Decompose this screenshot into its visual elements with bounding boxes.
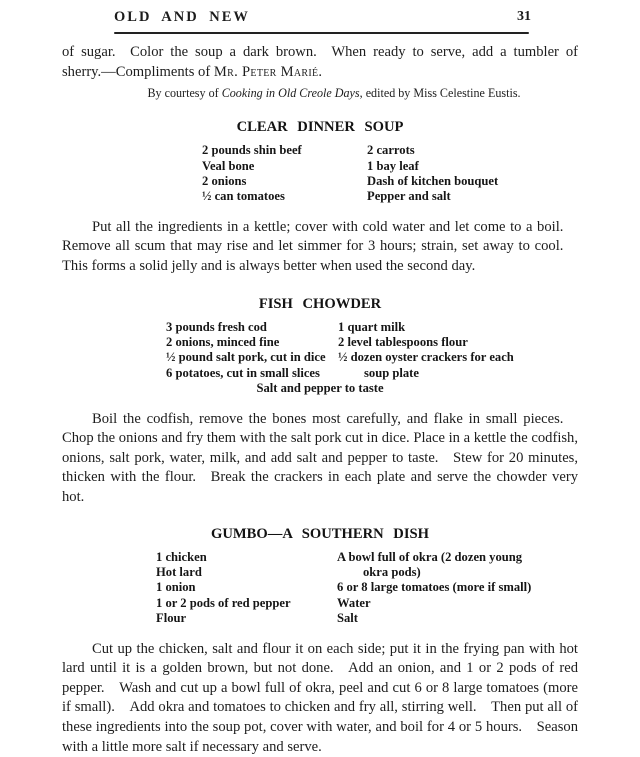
ingredient-item-continuation: okra pods) [363, 565, 421, 579]
ingredient-item: Flour [156, 611, 187, 626]
recipe-title: CLEAR DINNER SOUP [236, 119, 404, 136]
ingredient-item: 2 level tablespoons flour [338, 335, 468, 349]
credit-book-title: Cooking in Old Creole Days [221, 86, 360, 101]
intro-block [62, 43, 578, 82]
ingredient-item: 2 onions [202, 174, 247, 188]
running-head-title: OLD AND NEW [114, 9, 250, 25]
recipe-title: GUMBO—A SOUTHERN DISH [211, 525, 429, 542]
ingredient-item: ½ dozen oyster crackers for each [338, 350, 514, 365]
attribution-name: Mr. Peter Marié. [213, 63, 323, 80]
ingredient-item: 3 pounds fresh cod [166, 319, 267, 334]
recipe-title: FISH CHOWDER [258, 295, 382, 312]
ingredient-item: 1 chicken [156, 549, 207, 564]
ingredient-item: A bowl full of okra (2 dozen young [337, 549, 523, 564]
recipe-section-gumbo [0, 526, 640, 757]
ingredient-column-left [202, 143, 367, 205]
ingredient-columns [0, 550, 640, 627]
page [0, 9, 640, 755]
ingredient-column-left [166, 320, 338, 382]
ingredient-item: 1 or 2 pods of red pepper [156, 595, 291, 610]
recipe-instructions: Put all the ingredients in a kettle; cover with cold water and let come to a boil. Remove all scum that may rise and let simmer for 3 hours; strain, set away to cool. This forms a solid jelly and is always better when used the second day. [62, 218, 578, 274]
recipe-instructions: Boil the codfish, remove the bones most carefully, and flake in small pieces. Chop the onions and fry them with the salt pork cut in dice. Place in a kettle the codfish, onions, salt pork, water, milk, and add salt and pepper to taste. Stew for 20 minutes, thicken with the flour. Break the crackers in each plate and serve the chowder very hot. [62, 410, 578, 505]
ingredient-item: Water [337, 595, 371, 610]
recipe-section-clear-dinner-soup [0, 119, 640, 276]
ingredient-item: 6 potatoes, cut in small slices [166, 365, 320, 380]
ingredient-column-left [156, 550, 337, 627]
ingredient-center-note: Salt and pepper to taste [256, 381, 384, 396]
page-number: 31 [517, 9, 531, 24]
credit-suffix: , edited by Miss Celestine Eustis. [359, 86, 521, 101]
ingredient-item: Salt [337, 611, 358, 626]
ingredient-item: Dash of kitchen bouquet [367, 174, 499, 188]
source-credit [62, 85, 578, 101]
recipe-section-fish-chowder [0, 296, 640, 508]
ingredient-item: ½ can tomatoes [202, 189, 285, 204]
ingredient-item-continuation: soup plate [364, 365, 419, 380]
intro-paragraph [62, 43, 578, 82]
ingredient-column-right [367, 143, 498, 205]
ingredient-item: 1 onion [156, 580, 196, 595]
ingredient-columns [0, 320, 640, 382]
ingredient-item: 1 bay leaf [367, 158, 419, 173]
ingredient-item: Hot lard [156, 565, 202, 579]
intro-paragraph-text: of sugar. Color the soup a dark brown. When ready to serve, add a tumbler of sherry.—Compliments of [62, 44, 578, 80]
ingredient-column-right [338, 320, 514, 382]
ingredient-column-right [337, 550, 531, 627]
running-head [114, 9, 530, 31]
ingredient-item: 1 quart milk [338, 319, 406, 334]
recipe-instructions: Cut up the chicken, salt and flour it on each side; put it in the frying pan with hot lard until it is a golden brown, but not done. Add an onion, and 1 or 2 pods of red pepper. Wash and cut up a bowl full of okra, peel and cut 6 or 8 large tomatoes (more if small). Add okra and tomatoes to chicken and fry all, stirring well. Then put all of these ingredients into the soup pot, cover with water, and boil for 4 or 5 hours. Season with a little more salt if necessary and serve. [62, 640, 578, 755]
ingredient-item: Pepper and salt [367, 189, 451, 204]
ingredient-item: 2 pounds shin beef [202, 143, 302, 158]
ingredient-item: 2 onions, minced fine [166, 335, 280, 349]
credit-prefix: By courtesy of [147, 86, 222, 101]
ingredient-item: ½ pound salt pork, cut in dice [166, 350, 326, 365]
ingredient-item: Veal bone [202, 158, 255, 173]
ingredient-columns [0, 143, 640, 205]
ingredient-item: 2 carrots [367, 143, 415, 158]
ingredient-item: 6 or 8 large tomatoes (more if small) [337, 580, 532, 595]
